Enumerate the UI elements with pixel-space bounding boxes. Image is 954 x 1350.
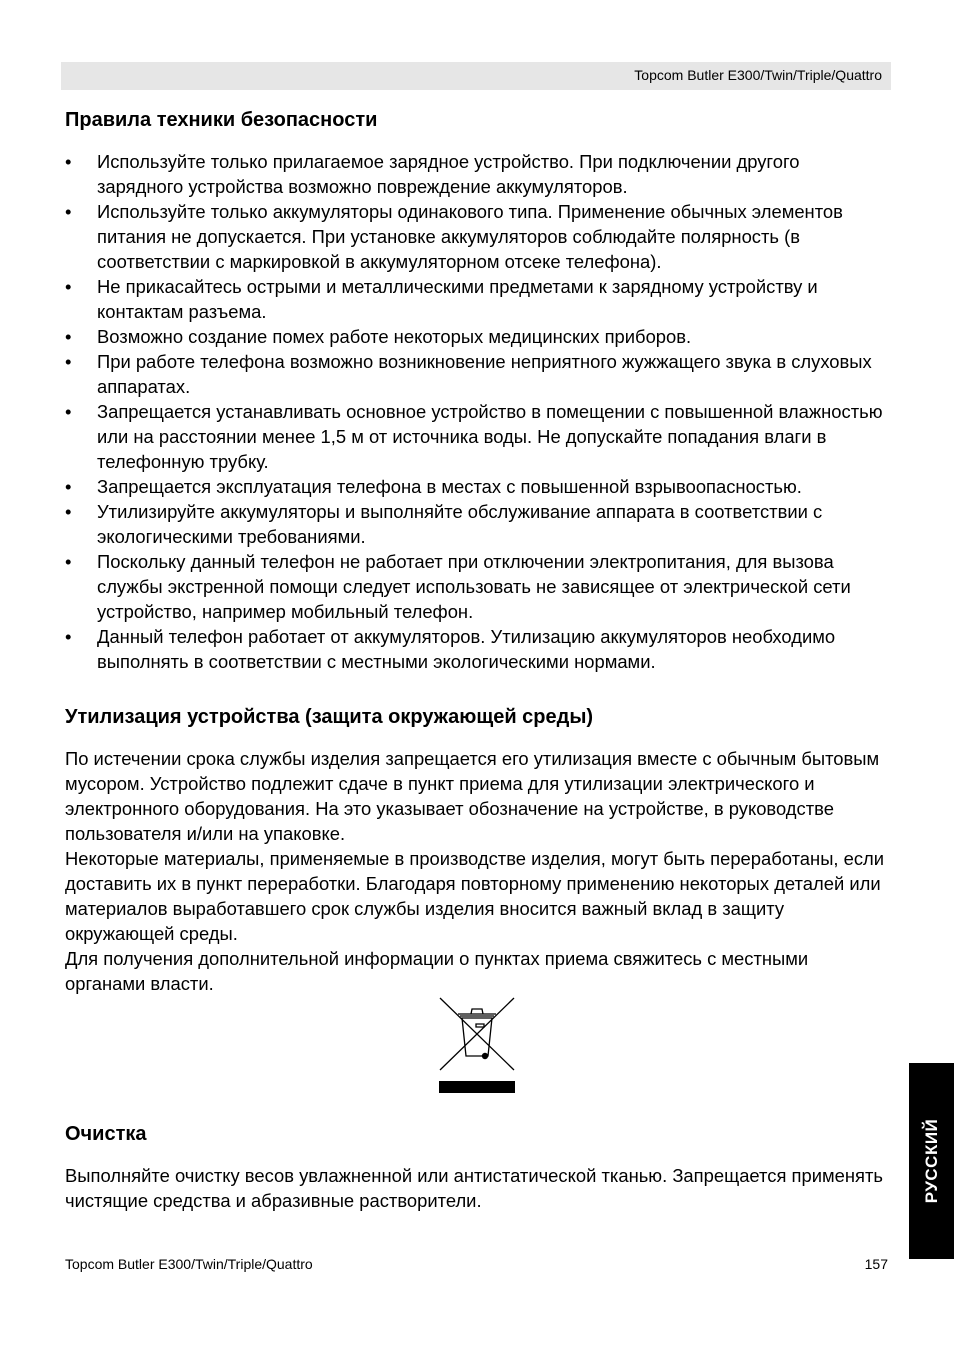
bullet-icon: • [65,401,72,422]
disposal-paragraph: Для получения дополнительной информации о пунктах приема свяжитесь с местными органами власти. [65,948,809,994]
list-item [65,624,890,674]
list-item-text: Используйте только аккумуляторы одинакового типа. Применение обычных элементов питания не допускается. При установке аккумуляторов соблюдайте полярность (в соответствии с маркировкой в аккумуляторном отсеке телефона). [97,201,843,272]
safety-list [65,149,890,674]
list-item [65,399,890,474]
disposal-text [65,746,890,996]
list-item-text: Не прикасайтесь острыми и металлическими предметами к зарядному устройству и контактам разъема. [97,276,818,322]
header-product-name: Topcom Butler E300/Twin/Triple/Quattro [634,67,882,83]
list-item-text: Запрещается эксплуатация телефона в местах с повышенной взрывоопасностью. [97,476,802,497]
bullet-icon: • [65,276,72,297]
list-item-text: При работе телефона возможно возникновение неприятного жужжащего звука в слуховых аппаратах. [97,351,872,397]
list-item [65,349,890,399]
list-item [65,499,890,549]
list-item [65,324,890,349]
list-item-text: Утилизируйте аккумуляторы и выполняйте обслуживание аппарата в соответствии с экологическими требованиями. [97,501,823,547]
list-item-text: Данный телефон работает от аккумуляторов. Утилизацию аккумуляторов необходимо выполнять в соответствии с местными экологическими нормами. [97,626,836,672]
list-item-text: Запрещается устанавливать основное устройство в помещении с повышенной влажностью или на расстоянии менее 1,5 м от источника воды. Не допускайте попадания влаги в телефонную трубку. [97,401,883,472]
list-item [65,149,890,199]
language-tab-label: РУССКИЙ [921,1118,941,1204]
list-item [65,474,890,499]
bullet-icon: • [65,476,72,497]
bullet-icon: • [65,151,72,172]
bullet-icon: • [65,501,72,522]
bullet-icon: • [65,626,72,647]
cleaning-text: Выполняйте очистку весов увлажненной или антистатической тканью. Запрещается применять чистящие средства и абразивные растворители. [65,1165,883,1211]
disposal-paragraph: Некоторые материалы, применяемые в производстве изделия, могут быть переработаны, если доставить их в пункт переработки. Благодаря повторному применению некоторых деталей или материалов выработавшего срок службы изделия вносится важный вклад в защиту окружающей среды. [65,848,885,944]
language-tab [909,1063,954,1259]
list-item-text: Используйте только прилагаемое зарядное устройство. При подключении другого зарядного устройства возможно повреждение аккумуляторов. [97,151,800,197]
safety-heading: Правила техники безопасности [65,109,378,131]
list-item [65,199,890,274]
bullet-icon: • [65,326,72,347]
list-item [65,274,890,324]
crossed-out-wheelie-bin-icon [438,996,516,1094]
bullet-icon: • [65,351,72,372]
bullet-icon: • [65,201,72,222]
list-item [65,549,890,624]
header-bar [61,62,891,90]
cleaning-heading: Очистка [65,1123,147,1145]
list-item-text: Поскольку данный телефон не работает при отключении электропитания, для вызова службы экстренной помощи следует использовать не зависящее от электрической сети устройство, например мобильный телефон. [97,551,851,622]
bullet-icon: • [65,551,72,572]
disposal-heading: Утилизация устройства (защита окружающей среды) [65,706,594,728]
page-number: 157 [864,1256,888,1272]
disposal-paragraph: По истечении срока службы изделия запрещается его утилизация вместе с обычным бытовым мусором. Устройство подлежит сдаче в пункт приема для утилизации электрического и электронного оборудования. На это указывает обозначение на устройстве, в руководстве пользователя и/или на упаковке. [65,748,880,844]
footer-product-name: Topcom Butler E300/Twin/Triple/Quattro [65,1256,313,1272]
list-item-text: Возможно создание помех работе некоторых медицинских приборов. [97,326,692,347]
